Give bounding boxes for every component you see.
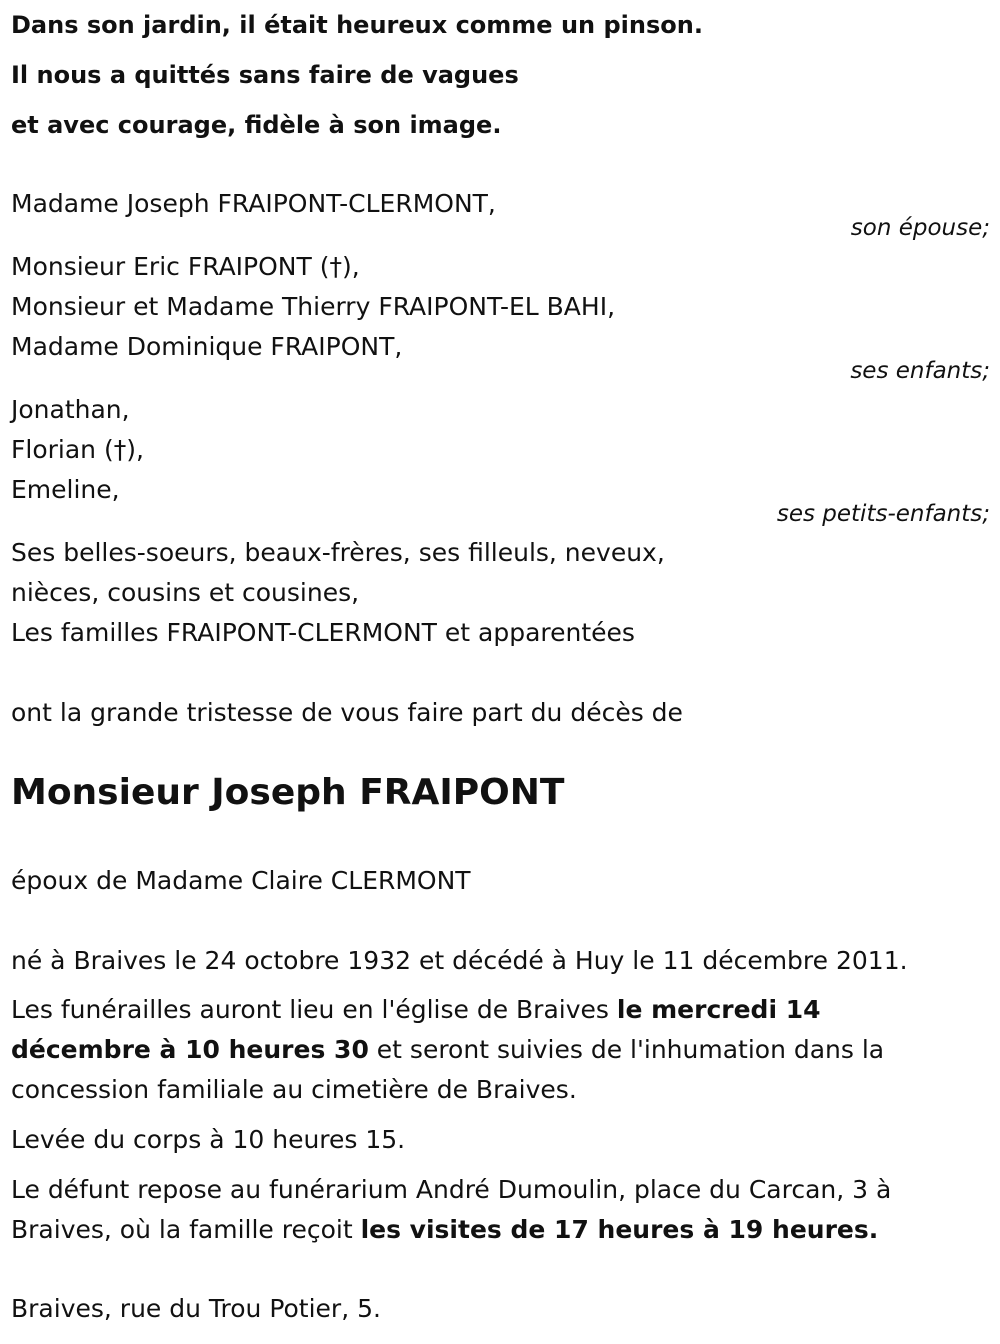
funeral-time: décembre à 10 heures 30 xyxy=(11,1035,369,1064)
family-line-1: Ses belles-soeurs, beaux-frères, ses filleuls, neveux, xyxy=(11,538,665,567)
funeral-date: le mercredi 14 xyxy=(616,995,821,1024)
funeral-line-1 xyxy=(11,995,821,1025)
spouse-of: époux de Madame Claire CLERMONT xyxy=(11,866,471,895)
repose-line-2 xyxy=(11,1215,878,1245)
epigraph-line-2: Il nous a quittés sans faire de vagues xyxy=(11,61,519,89)
child-2: Monsieur et Madame Thierry FRAIPONT-EL BAHI, xyxy=(11,292,616,321)
funeral-text: Les funérailles auront lieu en l'église de Braives xyxy=(11,995,617,1024)
funeral-line-2 xyxy=(11,1035,884,1065)
grandchild-1: Jonathan, xyxy=(11,395,130,424)
epigraph-line-1: Dans son jardin, il était heureux comme un pinson. xyxy=(11,11,703,39)
address: Braives, rue du Trou Potier, 5. xyxy=(11,1294,381,1323)
spouse-name: Madame Joseph FRAIPONT-CLERMONT, xyxy=(11,189,496,218)
children-relation: ses enfants; xyxy=(850,358,990,384)
announcement-text: ont la grande tristesse de vous faire part du décès de xyxy=(11,698,683,727)
spouse-relation: son épouse; xyxy=(850,215,990,241)
deceased-name: Monsieur Joseph FRAIPONT xyxy=(11,772,565,813)
obituary-notice xyxy=(11,0,990,1344)
repose-line-1: Le défunt repose au funérarium André Dumoulin, place du Carcan, 3 à xyxy=(11,1175,892,1204)
funeral-line-3: concession familiale au cimetière de Braives. xyxy=(11,1075,577,1104)
family-line-2: nièces, cousins et cousines, xyxy=(11,578,360,607)
grandchild-3: Emeline, xyxy=(11,475,120,504)
funeral-text-2: et seront suivies de l'inhumation dans la xyxy=(368,1035,885,1064)
epigraph-line-3: et avec courage, fidèle à son image. xyxy=(11,111,502,139)
visiting-hours: les visites de 17 heures à 19 heures. xyxy=(360,1215,879,1244)
grandchild-2: Florian (†), xyxy=(11,435,144,464)
child-1: Monsieur Eric FRAIPONT (†), xyxy=(11,252,360,281)
grandchildren-relation: ses petits-enfants; xyxy=(776,501,990,527)
birth-death: né à Braives le 24 octobre 1932 et décédé à Huy le 11 décembre 2011. xyxy=(11,946,908,975)
repose-text: Braives, où la famille reçoit xyxy=(11,1215,361,1244)
family-line-3: Les familles FRAIPONT-CLERMONT et apparentées xyxy=(11,618,635,647)
levee-text: Levée du corps à 10 heures 15. xyxy=(11,1125,406,1154)
child-3: Madame Dominique FRAIPONT, xyxy=(11,332,403,361)
